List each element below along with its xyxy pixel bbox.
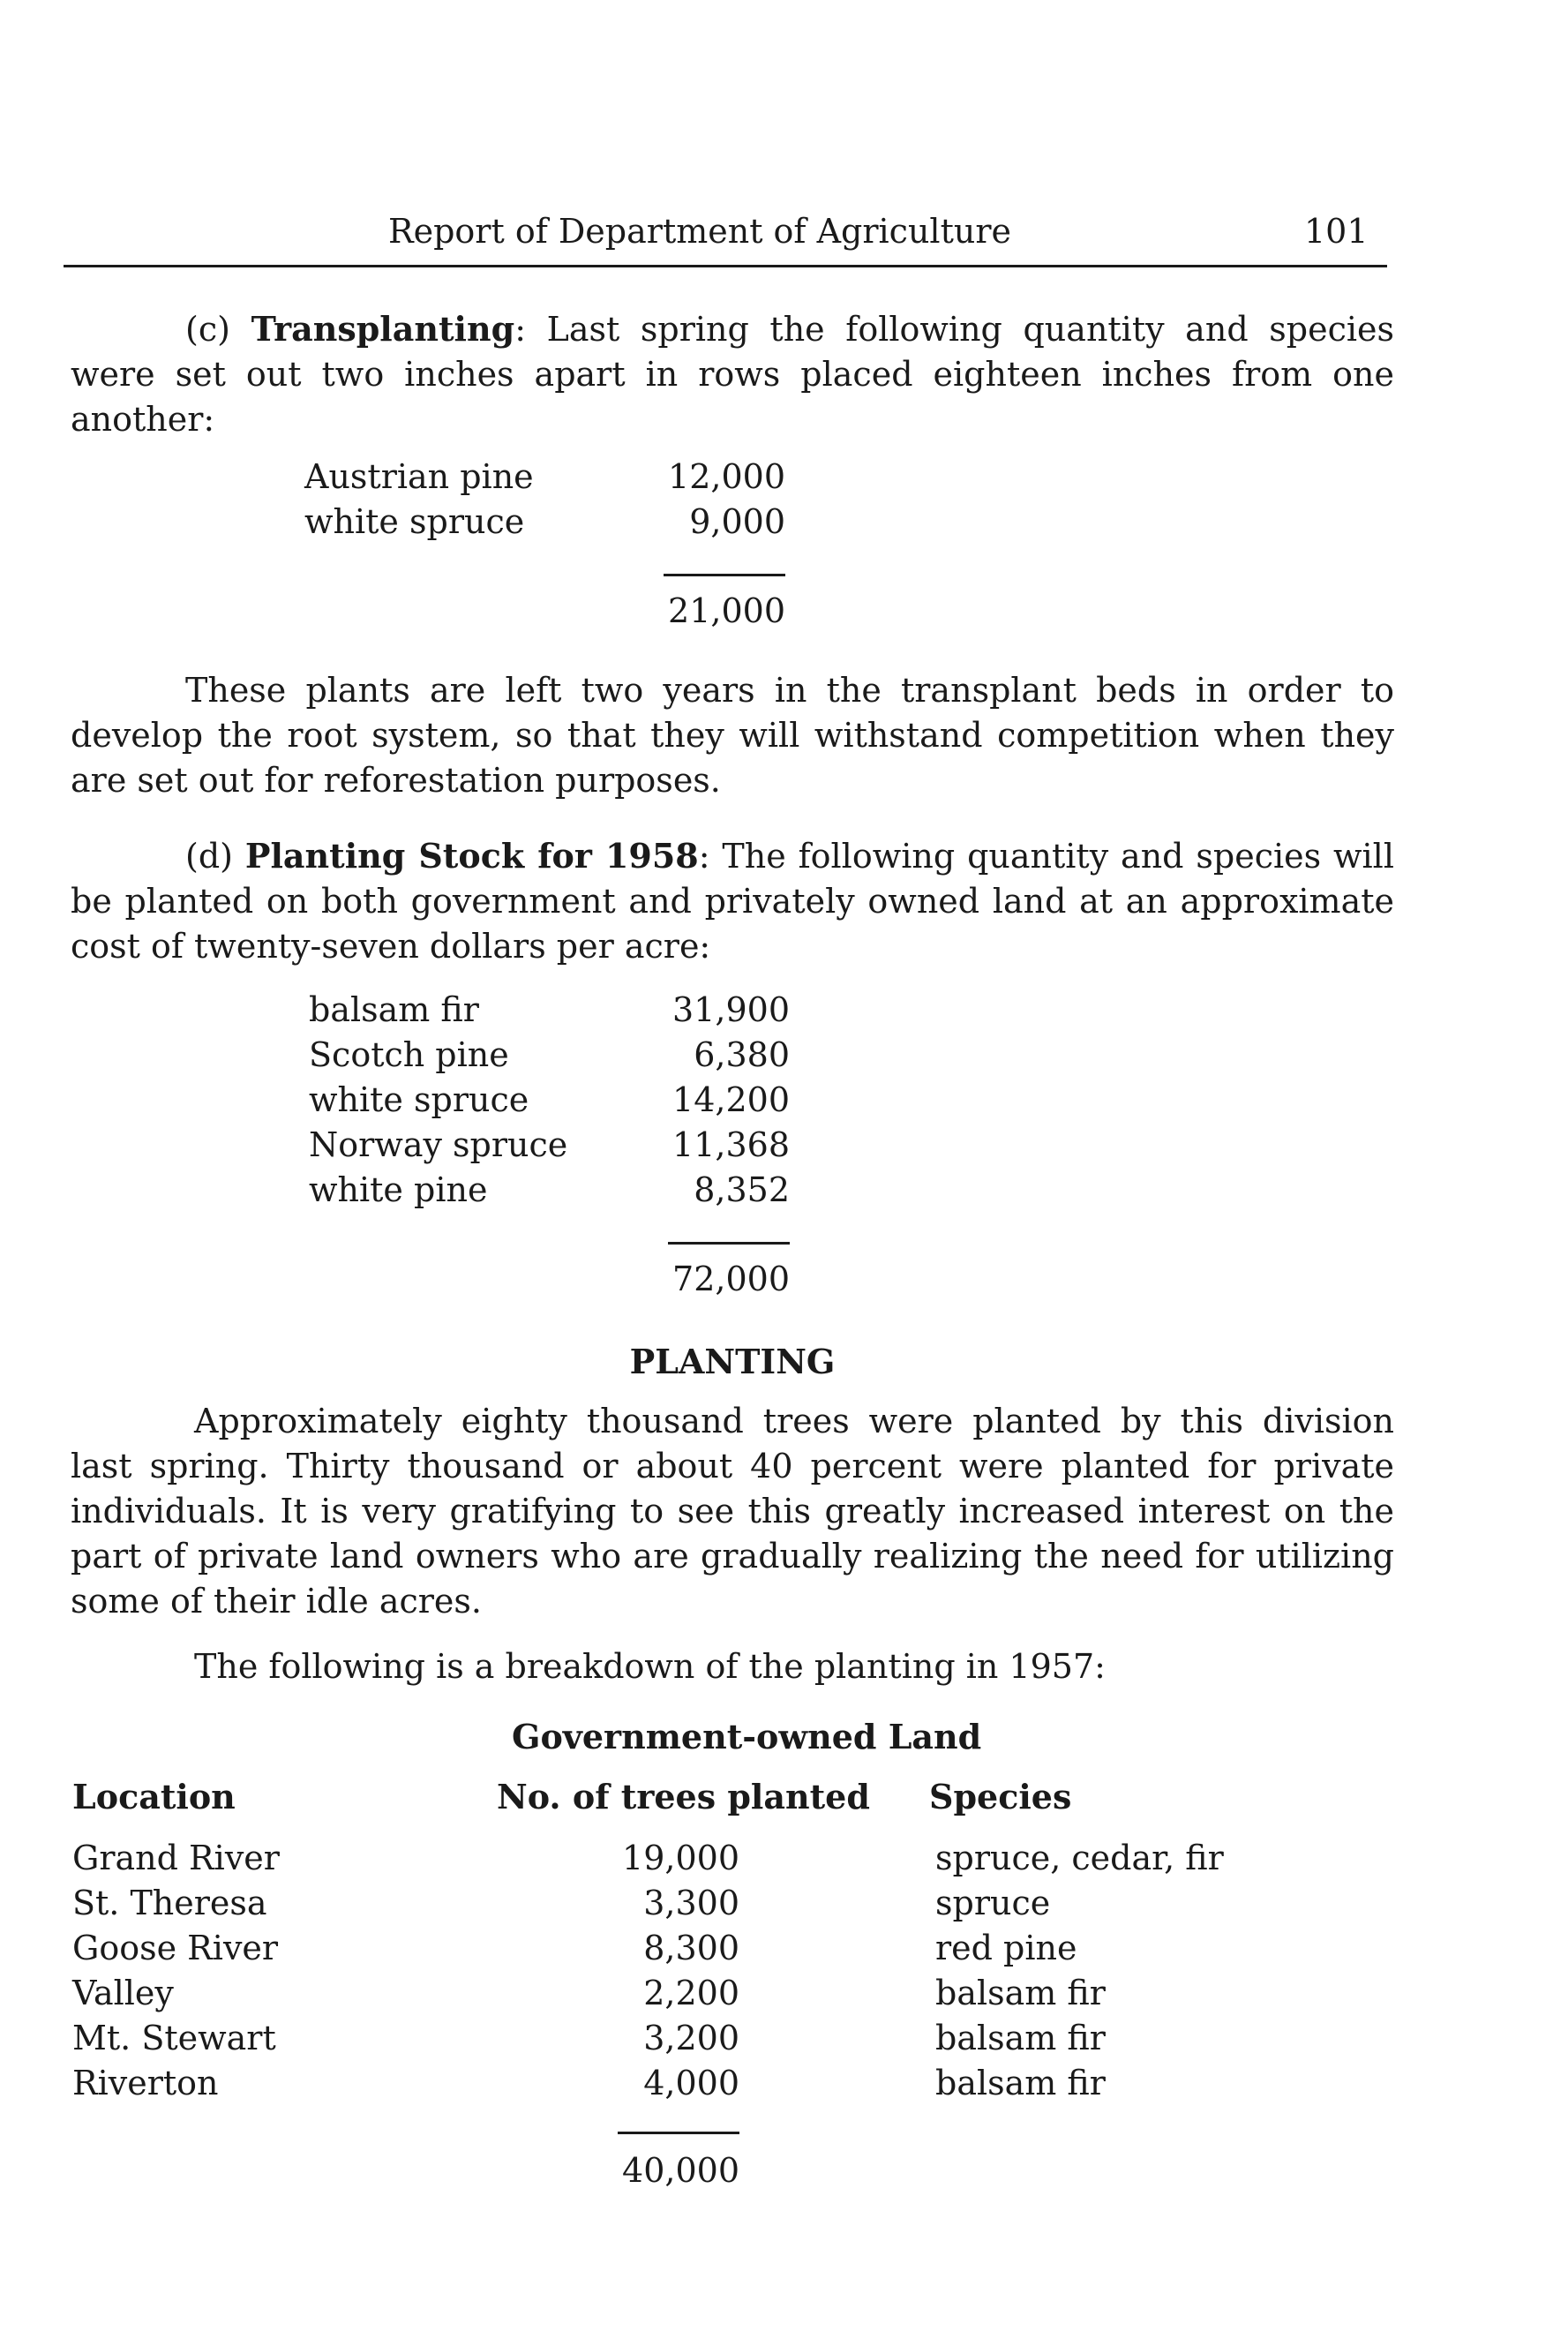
row-location: St. Theresa — [72, 1884, 267, 1922]
row-species: balsam fir — [935, 2019, 1106, 2057]
row-location: Goose River — [72, 1929, 279, 1967]
planting-paragraph: Approximately eighty thousand trees were planted by this division last spring. Thirty thousand or about 40 percent were planted for private individuals. It is very gratifying to see this greatly increased interest on the part of private land owners who are gradually realizing the need for utilizing some of their idle acres. — [71, 1402, 1394, 1621]
running-header-title: Report of Department of Agriculture — [388, 212, 1011, 251]
column-header-trees: No. of trees planted — [497, 1777, 870, 1816]
section-c-species: Austrian pine — [304, 457, 534, 496]
section-d-quantity: 31,900 — [672, 990, 790, 1029]
section-d-species: balsam fir — [309, 990, 479, 1029]
gov-table-sum-rule — [618, 2132, 739, 2134]
section-c-quantity: 12,000 — [668, 457, 785, 496]
header-rule — [64, 265, 1387, 267]
row-trees: 2,200 — [643, 1974, 739, 2012]
row-trees: 3,300 — [643, 1884, 739, 1922]
section-d-quantity: 11,368 — [672, 1125, 790, 1164]
row-trees: 3,200 — [643, 2019, 739, 2057]
gov-table-title: Government-owned Land — [512, 1717, 982, 1756]
row-location: Grand River — [72, 1839, 280, 1877]
row-species: balsam fir — [935, 1974, 1106, 2012]
section-d-species: Norway spruce — [309, 1125, 568, 1164]
section-c-species: white spruce — [304, 502, 525, 541]
section-c-heading: Transplanting — [251, 309, 515, 349]
row-location: Riverton — [72, 2064, 219, 2102]
section-d-quantity: 14,200 — [672, 1080, 790, 1119]
row-trees: 4,000 — [643, 2064, 739, 2102]
row-location: Mt. Stewart — [72, 2019, 276, 2057]
section-d-heading: Planting Stock for 1958 — [244, 836, 699, 876]
section-d-species: white pine — [309, 1170, 488, 1209]
section-c-note: These plants are left two years in the transplant beds in order to develop the root system, so that they will withstand competition when they are set out for reforestation purposes. — [71, 671, 1394, 800]
section-d-species: white spruce — [309, 1080, 529, 1119]
row-trees: 8,300 — [643, 1929, 739, 1967]
section-c-text: : Last spring the following quantity and species were set out two inches apart in rows placed eighteen inches from one another: — [71, 310, 1394, 439]
row-trees: 19,000 — [622, 1839, 739, 1877]
column-header-location: Location — [72, 1777, 236, 1816]
page-number: 101 — [1304, 212, 1369, 251]
row-species: spruce, cedar, fir — [935, 1839, 1224, 1877]
section-c-label: (c) — [185, 310, 230, 349]
section-d-species: Scotch pine — [309, 1035, 509, 1074]
section-c-paragraph — [71, 306, 1394, 442]
planting-intro: The following is a breakdown of the planting in 1957: — [194, 1647, 1106, 1686]
column-header-species: Species — [929, 1777, 1072, 1816]
section-c-sum-rule — [664, 574, 785, 576]
section-d-text: : The following quantity and species will be planted on both government and privately owned land at an approximate cost of twenty-seven dollars per acre: — [71, 837, 1394, 966]
section-d-quantity: 8,352 — [694, 1170, 790, 1209]
row-species: red pine — [935, 1929, 1077, 1967]
row-species: balsam fir — [935, 2064, 1106, 2102]
gov-table-total: 40,000 — [622, 2151, 739, 2190]
section-d-label: (d) — [185, 837, 233, 876]
section-d-paragraph — [71, 833, 1394, 969]
section-c-quantity: 9,000 — [689, 502, 785, 541]
section-d-total: 72,000 — [672, 1260, 790, 1298]
planting-heading: PLANTING — [629, 1342, 836, 1381]
section-d-quantity: 6,380 — [694, 1035, 790, 1074]
section-d-sum-rule — [668, 1242, 790, 1245]
row-location: Valley — [72, 1974, 174, 2012]
row-species: spruce — [935, 1884, 1051, 1922]
section-c-total: 21,000 — [668, 591, 785, 630]
